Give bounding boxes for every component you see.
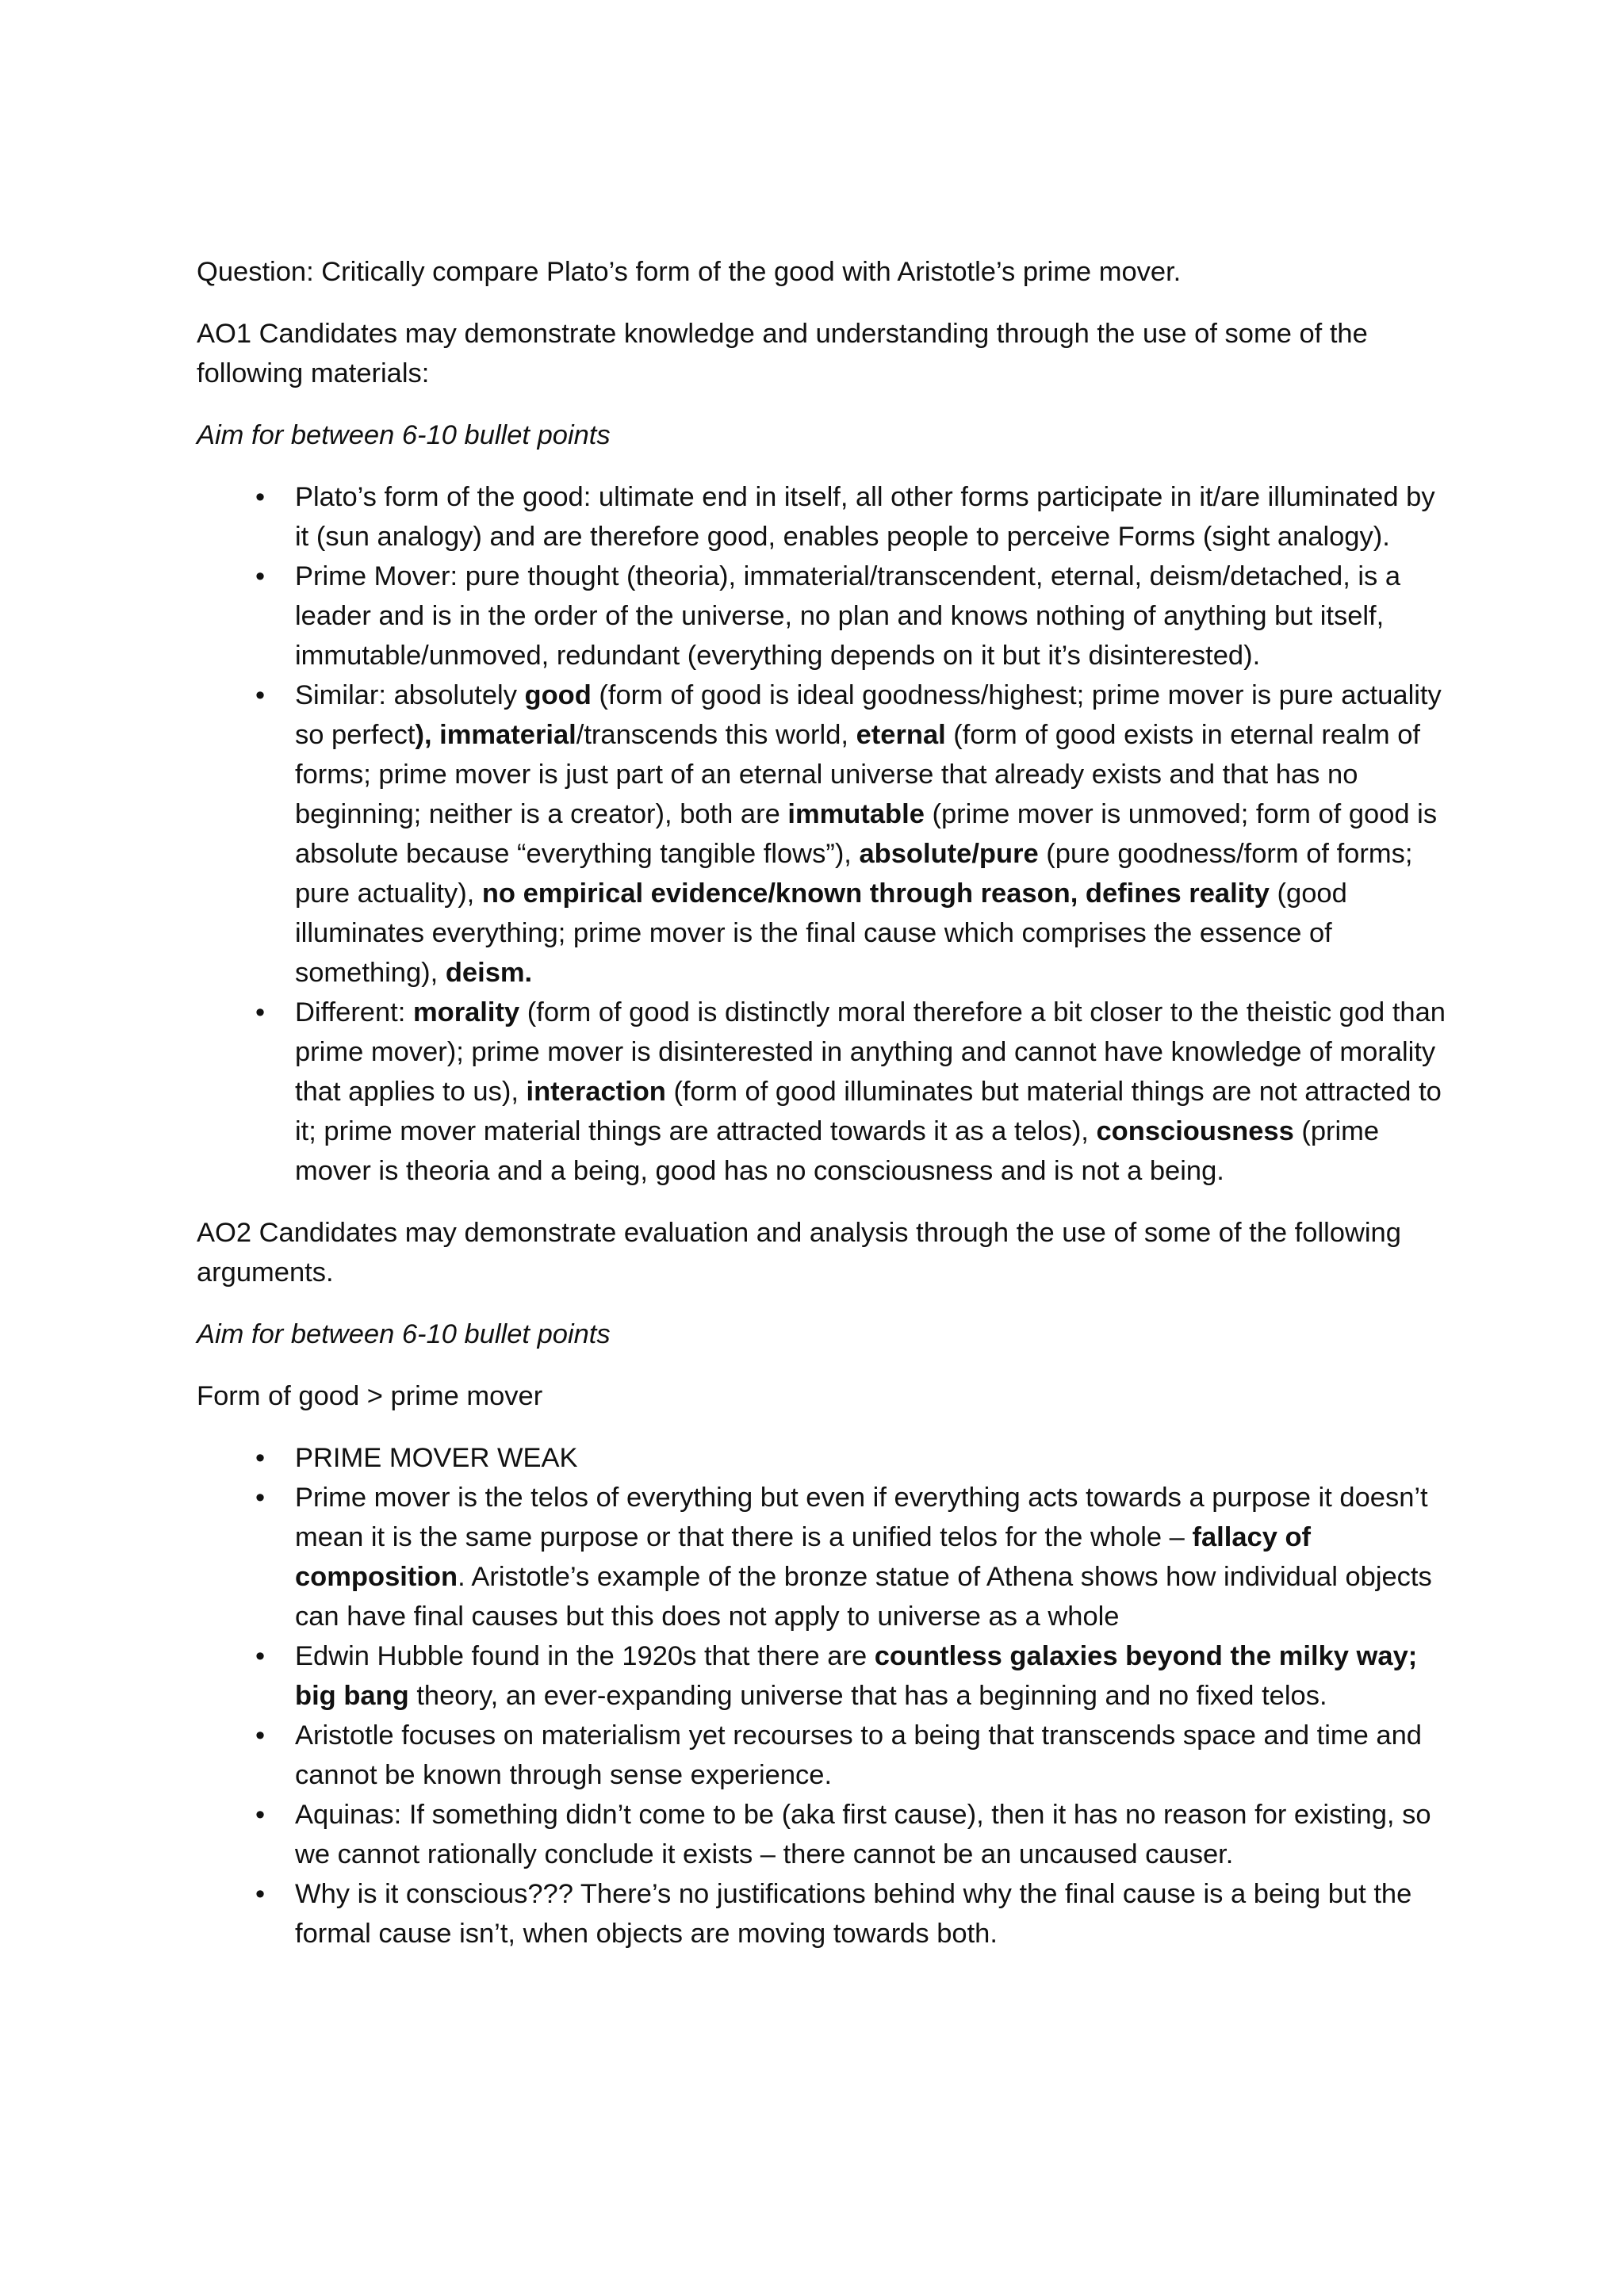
text-run: Edwin Hubble found in the 1920s that there are: [295, 1641, 875, 1671]
bullet-icon: •: [255, 680, 266, 710]
list-item: [197, 1795, 1450, 1874]
bold-term: countless galaxies beyond the milky way; big bang: [295, 1641, 1418, 1711]
list-item-text: Why is it conscious??? There’s no justifications behind why the final cause is a being but the formal cause isn’t, when objects are moving towards both.: [295, 1879, 1412, 1949]
bullet-icon: •: [255, 482, 266, 512]
ao2-aim: Aim for between 6-10 bullet points: [197, 1319, 611, 1349]
bullet-icon: •: [255, 1483, 266, 1513]
text-run: theory, an ever-expanding universe that has a beginning and no fixed telos.: [408, 1681, 1327, 1711]
text-run: (form of good illuminates but material things are not attracted to it; prime mover material things are attracted towards it as a telos),: [295, 1077, 1442, 1146]
text-run: Different:: [295, 997, 413, 1027]
ao1-bullet-list: [197, 477, 1450, 1191]
text-run: (prime mover is unmoved; form of good is absolute because “everything tangible flows”),: [295, 799, 1438, 869]
bold-term: no empirical evidence/known through reason, defines reality: [481, 878, 1270, 909]
list-item: [197, 477, 1450, 557]
list-item: [197, 1478, 1450, 1636]
text-run: (good illuminates everything; prime mover is the final cause which comprises the essence of something),: [295, 878, 1347, 988]
bullet-icon: •: [255, 1443, 266, 1473]
bold-term: absolute/pure: [859, 839, 1039, 869]
question-text: Question: Critically compare Plato’s form of the good with Aristotle’s prime mover.: [197, 257, 1182, 287]
list-item: [197, 1874, 1450, 1954]
list-item: [197, 993, 1450, 1191]
list-item-text: [295, 1483, 1432, 1632]
text-run: . Aristotle’s example of the bronze statue of Athena shows how individual objects can have final causes but this does not apply to universe as a whole: [295, 1562, 1432, 1632]
bullet-icon: •: [255, 1720, 266, 1751]
list-item: [197, 1438, 1450, 1478]
bold-term: consciousness: [1096, 1116, 1294, 1146]
list-item-text: PRIME MOVER WEAK: [295, 1443, 578, 1473]
ao1-intro: AO1 Candidates may demonstrate knowledge and understanding through the use of some of the following materials:: [197, 319, 1368, 388]
bold-term: deism.: [445, 958, 533, 988]
bullet-icon: •: [255, 997, 266, 1027]
list-item-text: Aquinas: If something didn’t come to be (aka first cause), then it has no reason for existing, so we cannot rationally conclude it exists – there cannot be an uncaused causer.: [295, 1800, 1431, 1869]
bold-term: immutable: [787, 799, 925, 829]
list-item-text: [295, 997, 1446, 1186]
bold-term: interaction: [526, 1077, 666, 1107]
list-item-text: Aristotle focuses on materialism yet recourses to a being that transcends space and time and cannot be known through sense experience.: [295, 1720, 1422, 1790]
list-item-text: Prime Mover: pure thought (theoria), immaterial/transcendent, eternal, deism/detached, is a leader and is in the order of the universe, no plan and knows nothing of anything but itself, immutable/unmoved, redundant (everything depends on it but it’s disinterested).: [295, 561, 1401, 671]
list-item: [197, 1716, 1450, 1795]
ao2-bullet-list: [197, 1438, 1450, 1954]
list-item-text: [295, 1641, 1417, 1711]
ao2-intro: AO2 Candidates may demonstrate evaluation and analysis through the use of some of the following arguments.: [197, 1218, 1401, 1288]
bullet-icon: •: [255, 1879, 266, 1909]
text-run: Prime mover is the telos of everything but even if everything acts towards a purpose it doesn’t mean it is the same purpose or that there is a unified telos for the whole –: [295, 1483, 1428, 1552]
list-item: [197, 675, 1450, 993]
document-page: [197, 252, 1450, 1976]
bold-term: ), immaterial: [415, 720, 576, 750]
text-run: /transcends this world,: [576, 720, 856, 750]
bold-term: fallacy of composition: [295, 1522, 1312, 1592]
list-item-text: [295, 680, 1442, 988]
list-item-text: Plato’s form of the good: ultimate end in itself, all other forms participate in it/are illuminated by it (sun analogy) and are therefore good, enables people to perceive Forms (sight analogy).: [295, 482, 1435, 552]
ao2-heading: Form of good > prime mover: [197, 1381, 543, 1411]
text-run: Similar: absolutely: [295, 680, 525, 710]
text-run: (prime mover is theoria and a being, good has no consciousness and is not a being.: [295, 1116, 1380, 1186]
list-item: [197, 1636, 1450, 1716]
bold-term: morality: [412, 997, 520, 1027]
list-item: [197, 557, 1450, 675]
bullet-icon: •: [255, 1641, 266, 1671]
text-run: (form of good exists in eternal realm of forms; prime mover is just part of an eternal universe that already exists and that has no beginning; neither is a creator), both are: [295, 720, 1420, 829]
bold-term: good: [524, 680, 592, 710]
bold-term: eternal: [856, 720, 946, 750]
text-run: (pure goodness/form of forms; pure actuality),: [295, 839, 1413, 909]
text-run: (form of good is distinctly moral therefore a bit closer to the theistic god than prime mover); prime mover is disinterested in anything and cannot have knowledge of morality that applies to us),: [295, 997, 1446, 1107]
ao1-aim: Aim for between 6-10 bullet points: [197, 420, 611, 450]
text-run: (form of good is ideal goodness/highest; prime mover is pure actuality so perfect: [295, 680, 1442, 750]
bullet-icon: •: [255, 1800, 266, 1830]
bullet-icon: •: [255, 561, 266, 591]
